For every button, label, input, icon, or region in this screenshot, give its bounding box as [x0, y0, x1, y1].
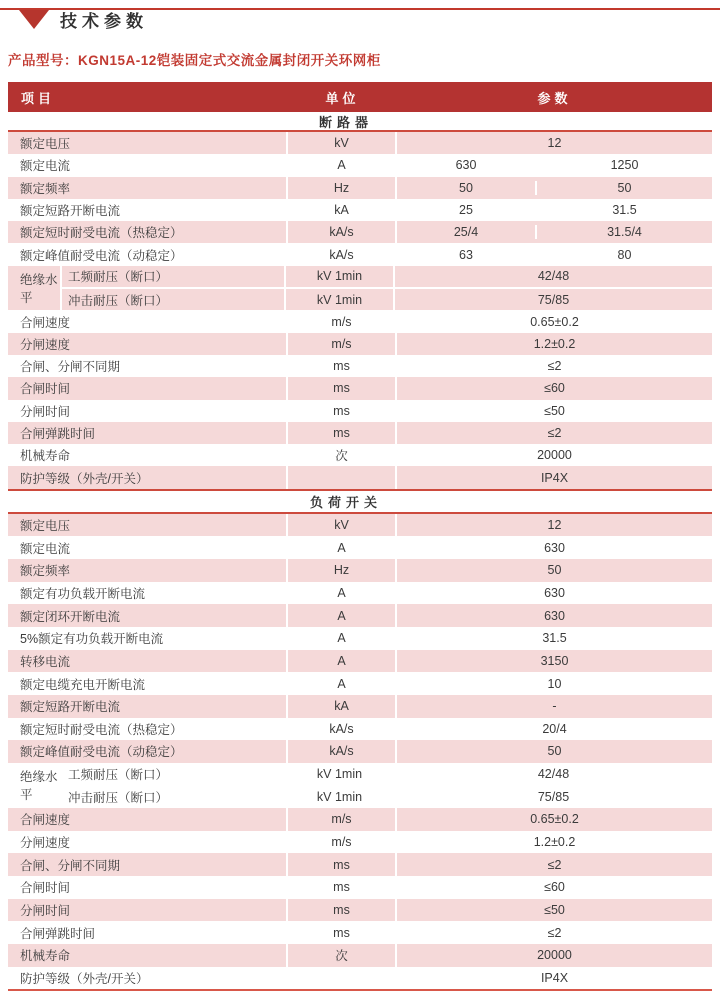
unit-cell: A: [288, 154, 397, 176]
unit-cell: ms: [288, 400, 397, 422]
spec-table: [8, 82, 712, 991]
value-cell: 20/4: [542, 721, 567, 736]
value-cell: 42/48: [537, 766, 570, 781]
table-row: [8, 559, 712, 582]
value-cells: [397, 695, 712, 718]
sub-item-cell: 冲击耐压（断口）: [62, 786, 286, 808]
value-cell: 1.2±0.2: [533, 336, 576, 351]
item-cell: 额定频率: [8, 177, 288, 199]
section-rows-load-switch: [8, 514, 712, 991]
unit-cell: Hz: [288, 559, 397, 582]
value-cells: [397, 514, 712, 537]
table-subrow: [62, 786, 712, 808]
item-cell: 额定闭环开断电流: [8, 604, 288, 627]
table-row: [8, 400, 712, 422]
table-row: [8, 466, 712, 488]
product-model: 产品型号：KGN15A-12铠装固定式交流金属封闭开关环网柜: [8, 53, 381, 68]
unit-cell: A: [288, 536, 397, 559]
value-cells: [397, 627, 712, 650]
unit-cell: m/s: [288, 333, 397, 355]
value-cell: 10: [547, 676, 562, 691]
value-cell: ≤60: [544, 381, 565, 396]
table-row: [8, 199, 712, 221]
table-row: [8, 899, 712, 922]
value-cells: [397, 444, 712, 466]
table-subrow: [62, 266, 712, 289]
item-cell: 额定电压: [8, 132, 288, 154]
unit-cell: A: [288, 672, 397, 695]
value-cell: 20000: [537, 448, 572, 463]
value-cells: [397, 422, 712, 444]
unit-cell: [288, 466, 397, 488]
item-cell: 分闸时间: [8, 899, 288, 922]
value-cells: [395, 266, 712, 287]
value-cells: [395, 763, 712, 785]
value-cells: [397, 333, 712, 355]
item-cell: 额定短时耐受电流（热稳定）: [8, 718, 288, 741]
table-row: [8, 154, 712, 176]
table-row: [8, 831, 712, 854]
value-cell: ≤50: [544, 403, 565, 418]
value-cells: [397, 559, 712, 582]
item-cell: 防护等级（外壳/开关）: [8, 967, 288, 990]
value-cell: 75/85: [537, 292, 570, 307]
value-cells: [397, 831, 712, 854]
unit-cell: ms: [288, 355, 397, 377]
table-row: [8, 808, 712, 831]
unit-cell: A: [288, 650, 397, 673]
value-cell: 31.5: [612, 203, 637, 218]
table-row: [8, 582, 712, 605]
value-cells: [397, 355, 712, 377]
value-cell: IP4X: [540, 970, 569, 985]
unit-cell: 次: [288, 944, 397, 967]
value-cell: ≤2: [547, 925, 562, 940]
value-cell: 0.65±0.2: [530, 812, 579, 827]
item-cell: 机械寿命: [8, 944, 288, 967]
group-cell: 绝缘水平: [8, 266, 62, 311]
value-cell: IP4X: [540, 470, 569, 485]
item-cell: 防护等级（外壳/开关）: [8, 466, 288, 488]
value-cells: [397, 604, 712, 627]
table-row: [8, 921, 712, 944]
unit-cell: ms: [288, 422, 397, 444]
item-cell: 合闸弹跳时间: [8, 422, 288, 444]
item-cell: 额定短时耐受电流（热稳定）: [8, 221, 288, 243]
item-cell: 分闸速度: [8, 333, 288, 355]
table-row: [8, 444, 712, 466]
item-cell: 转移电流: [8, 650, 288, 673]
unit-cell: kV 1min: [286, 266, 395, 287]
unit-cell: kA: [288, 199, 397, 221]
sub-item-cell: 冲击耐压（断口）: [62, 289, 286, 310]
value-cell: 42/48: [537, 269, 570, 284]
value-cells: [397, 672, 712, 695]
value-cells: [397, 243, 712, 265]
value-cells: [397, 310, 712, 332]
value-cells: [397, 536, 712, 559]
unit-cell: [288, 967, 397, 990]
value-cell: 20000: [537, 948, 572, 963]
value-cell: ≤2: [547, 857, 562, 872]
unit-cell: kV 1min: [286, 289, 395, 310]
item-cell: 额定有功负载开断电流: [8, 582, 288, 605]
item-cell: 额定频率: [8, 559, 288, 582]
value-cell: 12: [547, 136, 562, 151]
unit-cell: ms: [288, 899, 397, 922]
value-cell: 50: [617, 180, 632, 195]
value-cell: ≤60: [544, 880, 565, 895]
unit-cell: Hz: [288, 177, 397, 199]
value-cell: 630: [544, 585, 565, 600]
value-cell: 630: [544, 540, 565, 555]
item-cell: 合闸时间: [8, 876, 288, 899]
section-title-load-switch: 负荷开关: [8, 489, 712, 514]
unit-cell: m/s: [288, 831, 397, 854]
value-cell: 630: [544, 608, 565, 623]
col-header-item: 项目: [21, 90, 56, 106]
item-cell: 合闸、分闸不同期: [8, 853, 288, 876]
item-cell: 额定电缆充电开断电流: [8, 672, 288, 695]
table-row: [8, 355, 712, 377]
unit-cell: m/s: [288, 808, 397, 831]
value-cells: [397, 650, 712, 673]
value-cells: [397, 132, 712, 154]
table-row: [8, 650, 712, 673]
unit-cell: kA/s: [288, 718, 397, 741]
value-cells: [395, 786, 712, 808]
table-row: [8, 853, 712, 876]
item-cell: 额定电流: [8, 536, 288, 559]
value-cells: [397, 853, 712, 876]
item-cell: 额定峰值耐受电流（动稳定）: [8, 740, 288, 763]
table-row: [8, 672, 712, 695]
unit-cell: A: [288, 627, 397, 650]
unit-cell: kV 1min: [286, 763, 395, 785]
value-cell: ≤2: [547, 359, 562, 374]
value-cell: 63: [397, 248, 537, 262]
unit-cell: ms: [288, 377, 397, 399]
table-row: [8, 536, 712, 559]
table-row: [8, 221, 712, 243]
unit-cell: A: [288, 582, 397, 605]
table-subrow: [62, 763, 712, 787]
unit-cell: ms: [288, 921, 397, 944]
value-cell: 0.65±0.2: [530, 314, 579, 329]
group-subrows: [62, 266, 712, 311]
value-cells: [397, 944, 712, 967]
value-cell: ≤2: [547, 426, 562, 440]
value-cells: [397, 466, 712, 488]
value-cells: [397, 718, 712, 741]
item-cell: 额定电压: [8, 514, 288, 537]
value-cells: [397, 400, 712, 422]
item-cell: 合闸速度: [8, 808, 288, 831]
sub-item-cell: 工频耐压（断口）: [62, 266, 286, 287]
value-cells: [397, 876, 712, 899]
value-cell: 50: [397, 181, 537, 195]
value-cells: [397, 582, 712, 605]
value-cells: [397, 967, 712, 990]
table-row: [8, 627, 712, 650]
value-cell: 31.5/4: [607, 225, 642, 240]
unit-cell: kA/s: [288, 740, 397, 763]
value-cell: 12: [547, 518, 562, 533]
group-cell: 绝缘水平: [8, 763, 62, 808]
item-cell: 分闸速度: [8, 831, 288, 854]
table-row: [8, 944, 712, 967]
table-row: [8, 132, 712, 154]
item-cell: 额定短路开断电流: [8, 199, 288, 221]
item-cell: 分闸时间: [8, 400, 288, 422]
unit-cell: kA: [288, 695, 397, 718]
unit-cell: kA/s: [288, 221, 397, 243]
table-row: [8, 243, 712, 265]
section-title-circuit-breaker: 断路器: [8, 112, 712, 132]
value-cell: 80: [617, 247, 632, 262]
table-row: [8, 422, 712, 444]
value-cell: 50: [547, 563, 562, 578]
triangle-bullet-icon: [19, 10, 49, 29]
item-cell: 额定短路开断电流: [8, 695, 288, 718]
section-rows-circuit-breaker: [8, 132, 712, 489]
value-cell: 1.2±0.2: [533, 835, 576, 850]
group-subrows: [62, 763, 712, 808]
item-cell: 机械寿命: [8, 444, 288, 466]
value-cell: -: [552, 699, 557, 714]
value-cell: 75/85: [537, 790, 570, 805]
value-cells: [397, 921, 712, 944]
item-cell: 合闸、分闸不同期: [8, 355, 288, 377]
item-cell: 5%额定有功负载开断电流: [8, 627, 288, 650]
sub-item-cell: 工频耐压（断口）: [62, 763, 286, 785]
value-cells: [397, 221, 712, 243]
unit-cell: A: [288, 604, 397, 627]
value-cell: 25/4: [397, 225, 537, 239]
value-cells: [397, 154, 712, 176]
table-row-group: [8, 266, 712, 311]
table-row: [8, 310, 712, 332]
value-cells: [397, 899, 712, 922]
table-row: [8, 604, 712, 627]
unit-cell: 次: [288, 444, 397, 466]
item-cell: 额定峰值耐受电流（动稳定）: [8, 243, 288, 265]
page-title: 技术参数: [60, 12, 148, 31]
table-row: [8, 740, 712, 763]
unit-cell: kV 1min: [286, 786, 395, 808]
table-row: [8, 377, 712, 399]
table-row: [8, 967, 712, 990]
value-cell: 630: [397, 158, 537, 172]
table-row: [8, 876, 712, 899]
table-row: [8, 695, 712, 718]
value-cells: [397, 177, 712, 199]
table-row: [8, 333, 712, 355]
value-cells: [397, 808, 712, 831]
value-cell: ≤50: [544, 902, 565, 917]
table-row: [8, 718, 712, 741]
value-cell: 25: [397, 203, 537, 217]
item-cell: 合闸速度: [8, 310, 288, 332]
value-cell: 50: [547, 744, 562, 759]
value-cells: [395, 289, 712, 310]
table-row: [8, 177, 712, 199]
table-header: [8, 82, 712, 112]
value-cell: 1250: [610, 158, 639, 173]
col-header-unit: 单位: [325, 90, 360, 106]
value-cell: 3150: [540, 653, 569, 668]
value-cell: 31.5: [542, 631, 567, 646]
table-subrow: [62, 289, 712, 310]
col-header-param: 参数: [537, 90, 572, 106]
unit-cell: m/s: [288, 310, 397, 332]
item-cell: 合闸弹跳时间: [8, 921, 288, 944]
table-row: [8, 514, 712, 537]
value-cells: [397, 199, 712, 221]
value-cells: [397, 377, 712, 399]
unit-cell: ms: [288, 876, 397, 899]
unit-cell: kA/s: [288, 243, 397, 265]
item-cell: 合闸时间: [8, 377, 288, 399]
item-cell: 额定电流: [8, 154, 288, 176]
table-row-group: [8, 763, 712, 808]
unit-cell: kV: [288, 132, 397, 154]
value-cells: [397, 740, 712, 763]
unit-cell: kV: [288, 514, 397, 537]
unit-cell: ms: [288, 853, 397, 876]
